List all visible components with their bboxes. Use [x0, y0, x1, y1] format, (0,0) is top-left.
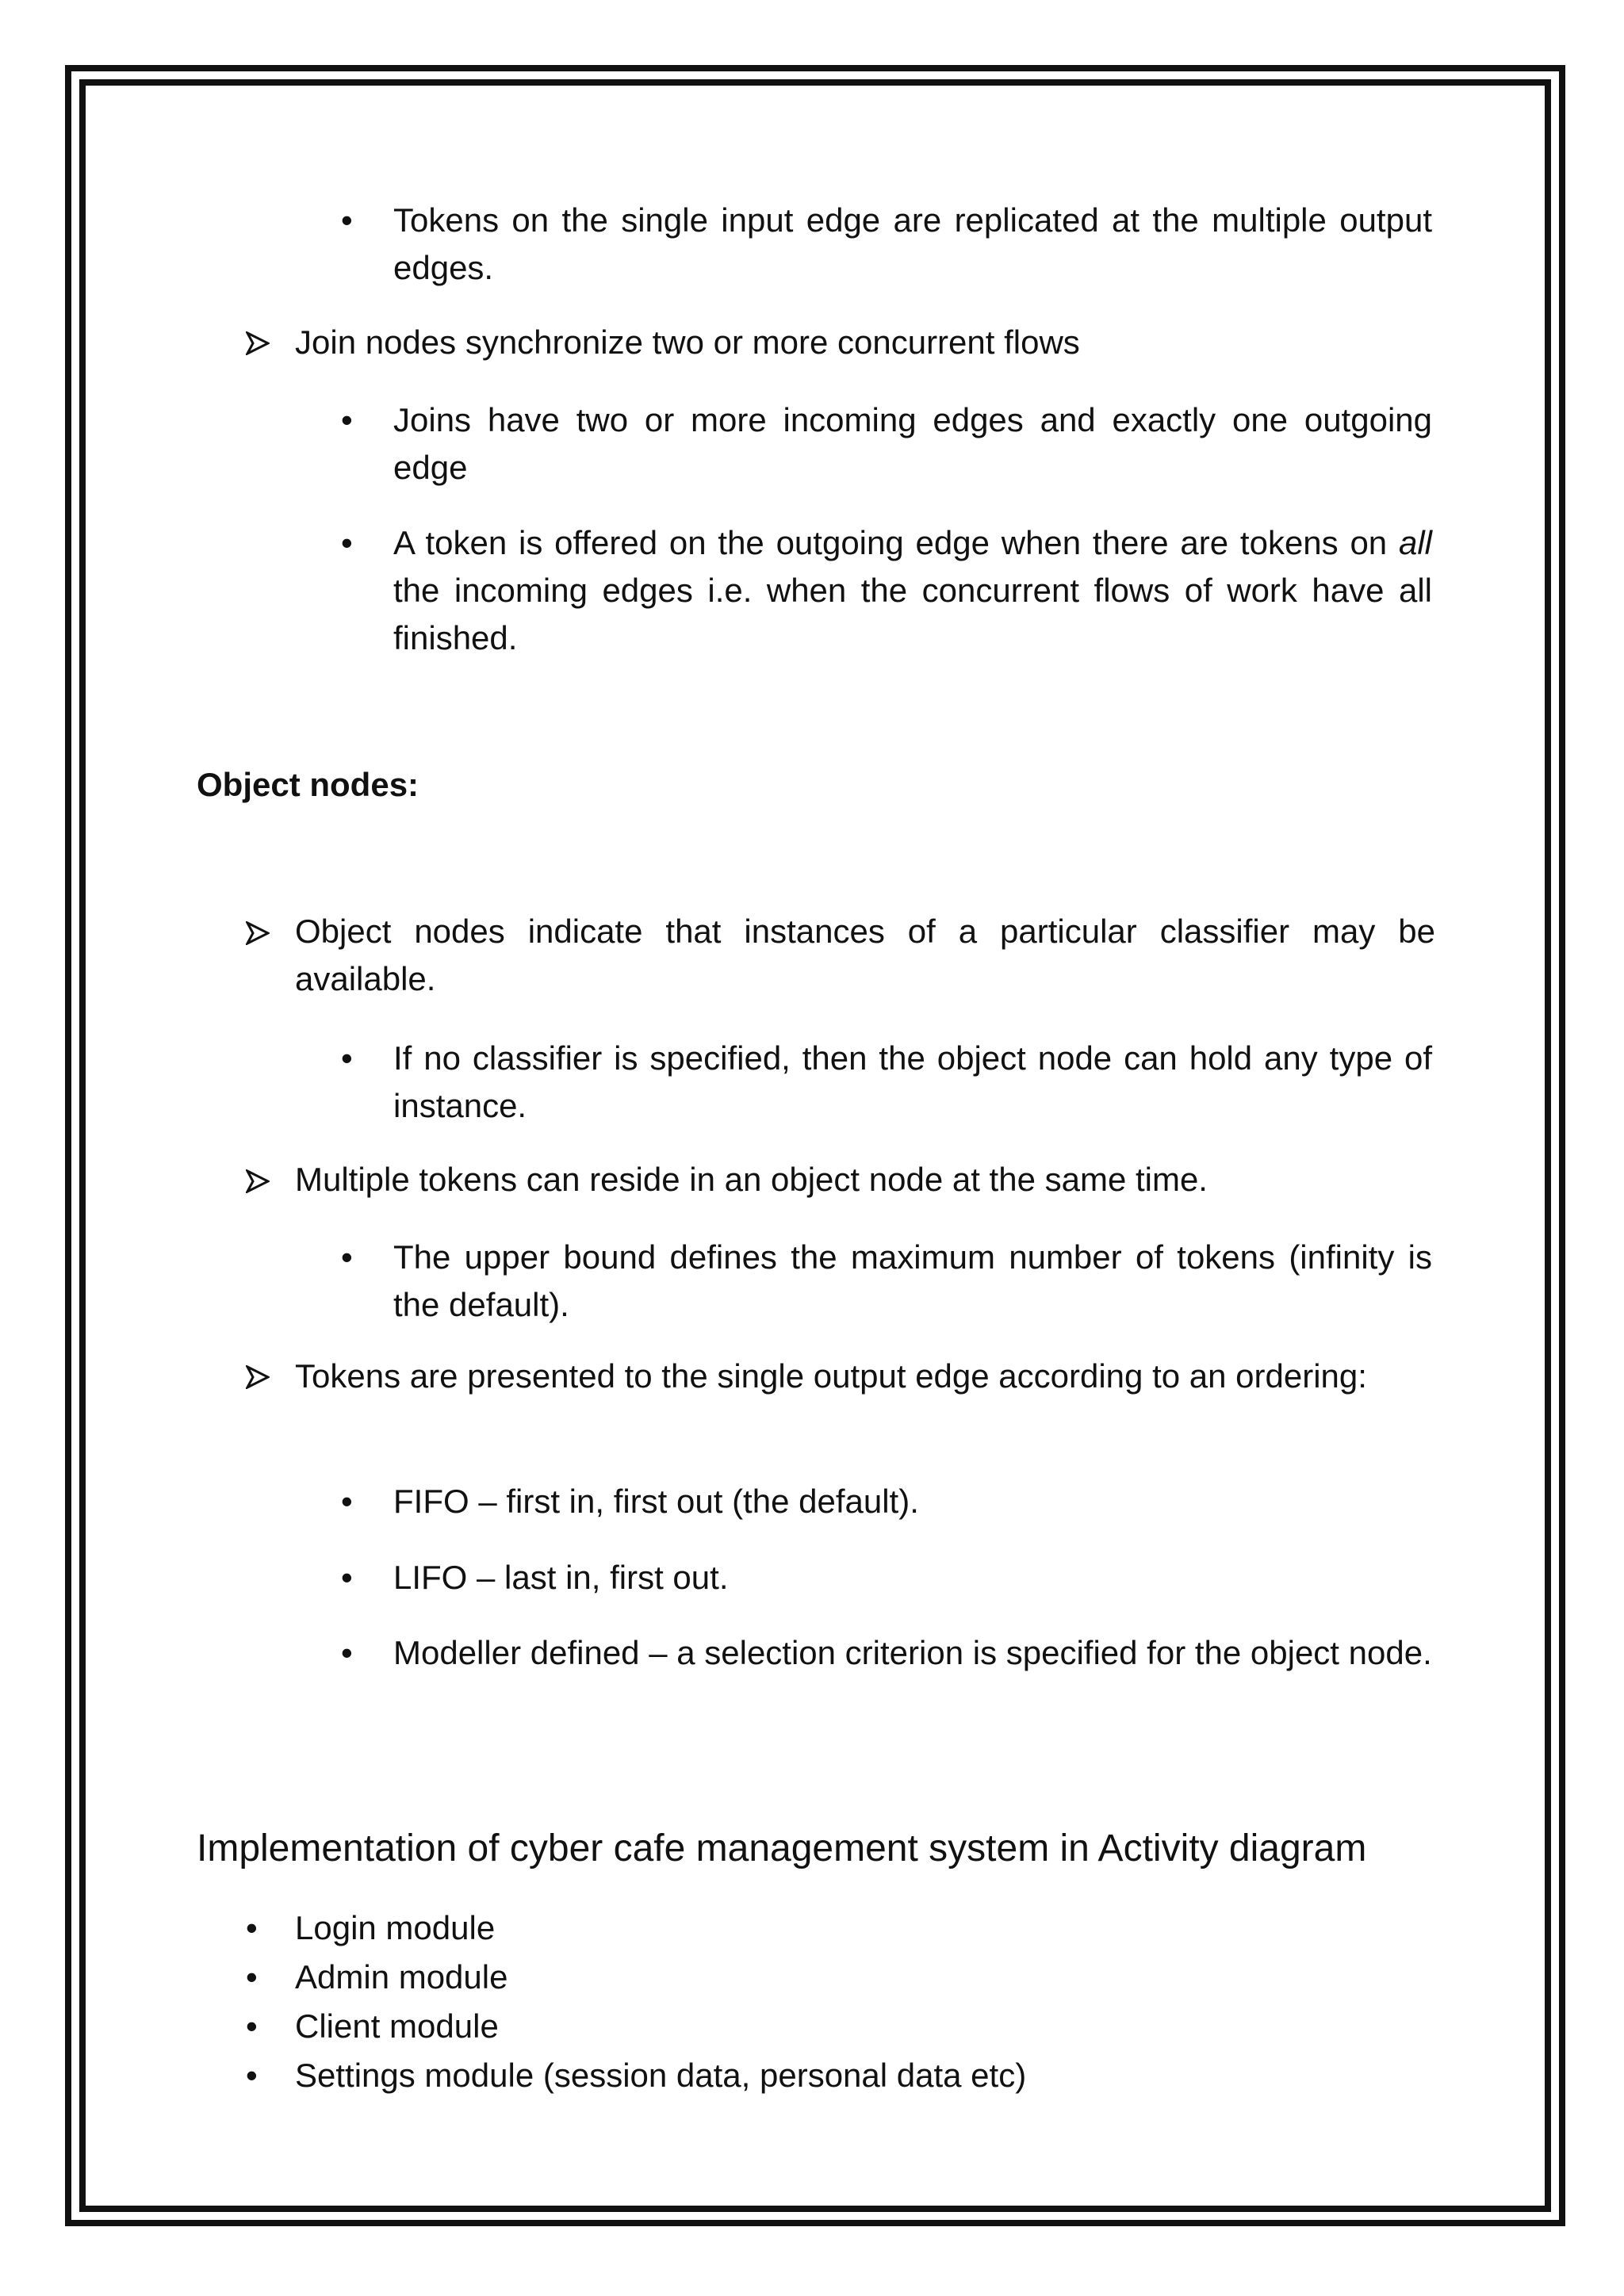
bullet-dot: •	[341, 1634, 353, 1671]
bullet-dot: •	[341, 1483, 353, 1520]
paragraph-fifo: FIFO – first in, first out (the default).	[393, 1483, 919, 1520]
bullet-dot: •	[341, 1559, 353, 1596]
section-title: Implementation of cyber cafe management system in Activity diagram	[197, 1827, 1367, 1869]
list-item-module: Admin module	[295, 1958, 508, 1996]
arrow-item-multiple-tokens: Multiple tokens can reside in an object node at the same time.	[295, 1161, 1208, 1198]
text-pre: A token is offered on the outgoing edge when there are tokens on	[393, 524, 1399, 561]
bullet-dot: •	[246, 1909, 258, 1946]
bullet-dot: •	[246, 2007, 258, 2045]
text-emphasis: all	[1398, 524, 1432, 561]
paragraph-lifo: LIFO – last in, first out.	[393, 1559, 729, 1596]
arrow-item-join-nodes: Join nodes synchronize two or more concurrent flows	[295, 323, 1080, 361]
paragraph-modeller-defined: Modeller defined – a selection criterion is specified for the object node.	[393, 1634, 1432, 1671]
paragraph-upper-bound: The upper bound defines the maximum number of tokens (infinity is the default).	[393, 1238, 1432, 1323]
paragraph-no-classifier: If no classifier is specified, then the object node can hold any type of instance.	[393, 1039, 1432, 1124]
bullet-dot: •	[341, 1238, 353, 1276]
bullet-dot: •	[341, 201, 353, 239]
bullet-dot: •	[341, 1039, 353, 1077]
paragraph-tokens-replicated: Tokens on the single input edge are replicated at the multiple output edges.	[393, 201, 1432, 286]
arrow-item-object-nodes: Object nodes indicate that instances of a particular classifier may be available.	[295, 913, 1435, 997]
arrow-item-tokens-presented: Tokens are presented to the single output edge according to an ordering:	[295, 1357, 1367, 1395]
list-item-module: Settings module (session data, personal data etc)	[295, 2057, 1027, 2094]
bullet-dot: •	[341, 524, 353, 561]
list-item-module: Login module	[295, 1909, 496, 1946]
paragraph-joins-edges: Joins have two or more incoming edges and exactly one outgoing edge	[393, 401, 1432, 486]
list-item-module: Client module	[295, 2007, 499, 2045]
bullet-dot: •	[246, 1958, 258, 1996]
object-nodes-heading: Object nodes:	[197, 766, 419, 803]
bullet-dot: •	[246, 2057, 258, 2094]
paragraph-token-offered	[393, 519, 1432, 662]
text-post: the incoming edges i.e. when the concurrent flows of work have all finished.	[393, 572, 1432, 656]
bullet-dot: •	[341, 401, 353, 438]
